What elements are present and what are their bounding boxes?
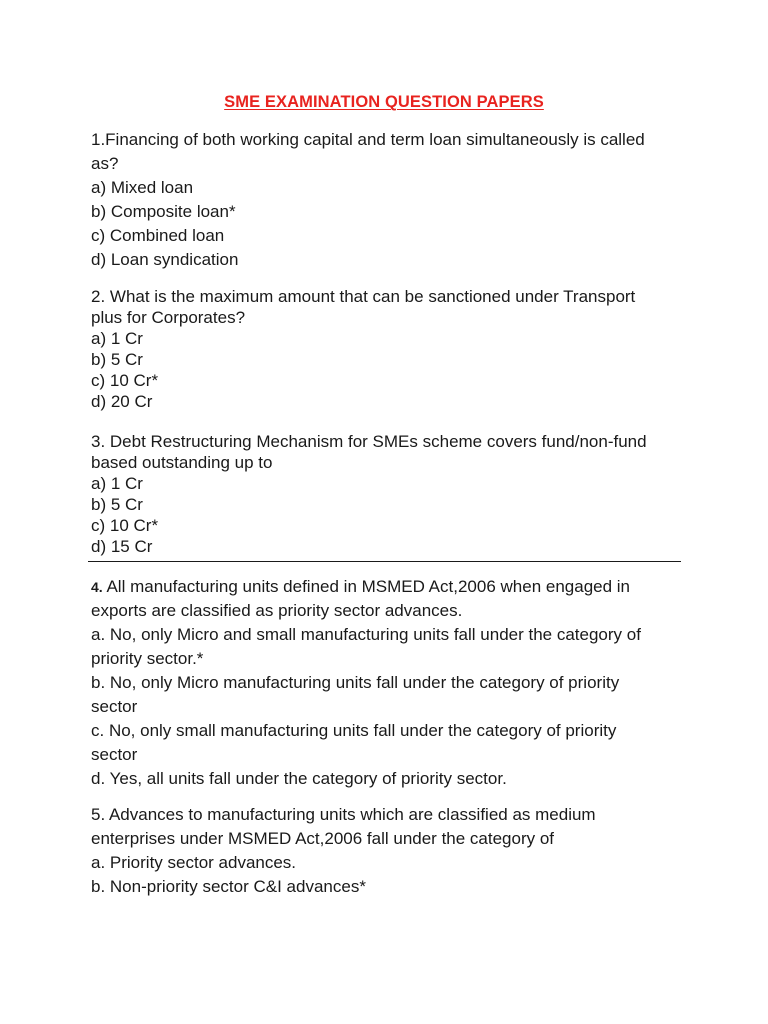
section-divider (88, 561, 681, 562)
question-5 (91, 803, 691, 899)
answer-option: a. No, only Micro and small manufacturing units fall under the category of (91, 625, 641, 644)
answer-option: sector (91, 697, 138, 716)
question-text (91, 575, 691, 599)
question-2 (91, 286, 691, 412)
answer-option: a) 1 Cr (91, 329, 143, 348)
question-text: plus for Corporates? (91, 308, 246, 327)
question-text: 1.Financing of both working capital and term loan simultaneously is called (91, 130, 645, 149)
answer-option: d. Yes, all units fall under the category of priority sector. (91, 769, 507, 788)
question-1 (91, 128, 691, 272)
question-text: 3. Debt Restructuring Mechanism for SMEs scheme covers fund/non-fund (91, 432, 647, 451)
answer-option: d) 20 Cr (91, 392, 153, 411)
answer-option: c) 10 Cr* (91, 371, 159, 390)
answer-option: c) Combined loan (91, 226, 225, 245)
question-text: exports are classified as priority sector advances. (91, 601, 463, 620)
answer-option: b) 5 Cr (91, 495, 143, 514)
answer-option: d) Loan syndication (91, 250, 239, 269)
answer-option: a. Priority sector advances. (91, 853, 297, 872)
question-text: enterprises under MSMED Act,2006 fall under the category of (91, 829, 555, 848)
answer-option: c) 10 Cr* (91, 516, 159, 535)
question-4 (91, 575, 691, 791)
answer-option: sector (91, 745, 138, 764)
answer-option: b) Composite loan* (91, 202, 236, 221)
answer-option: b) 5 Cr (91, 350, 143, 369)
question-text: 5. Advances to manufacturing units which are classified as medium (91, 805, 596, 824)
question-text: as? (91, 154, 119, 173)
question-text: 2. What is the maximum amount that can be sanctioned under Transport (91, 287, 636, 306)
answer-option: b. Non-priority sector C&I advances* (91, 877, 366, 896)
answer-option: c. No, only small manufacturing units fall under the category of priority (91, 721, 617, 740)
page-title: SME EXAMINATION QUESTION PAPERS (224, 93, 544, 111)
question-text: based outstanding up to (91, 453, 273, 472)
answer-option: b. No, only Micro manufacturing units fall under the category of priority (91, 673, 620, 692)
answer-option: a) Mixed loan (91, 178, 194, 197)
question-3 (91, 431, 691, 557)
question-number: 4. (91, 579, 103, 595)
answer-option: d) 15 Cr (91, 537, 153, 556)
question-text-body: All manufacturing units defined in MSMED Act,2006 when engaged in (102, 577, 631, 596)
answer-option: a) 1 Cr (91, 474, 143, 493)
answer-option: priority sector.* (91, 649, 204, 668)
